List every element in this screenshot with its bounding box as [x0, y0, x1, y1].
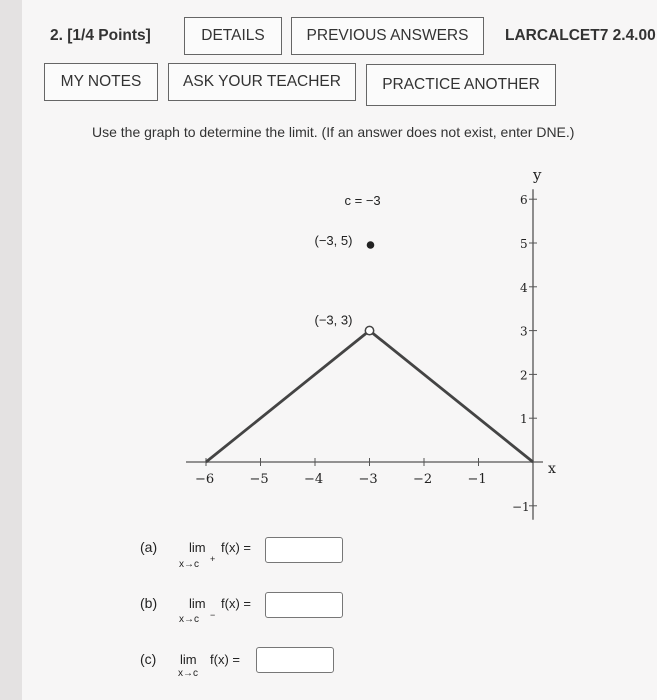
y-tick-label: 3	[520, 324, 528, 339]
part-c-subscript: x→c	[178, 668, 198, 679]
part-a-answer-input[interactable]	[265, 537, 343, 563]
c-annotation: c = −3	[344, 193, 381, 209]
part-c-answer-input[interactable]	[256, 647, 334, 673]
y-tick-label: 1	[520, 412, 528, 427]
part-a-subscript: x→c	[179, 559, 199, 570]
part-a-lim: lim	[189, 540, 206, 555]
annotations	[315, 166, 557, 477]
open-point-label: (−3, 3)	[314, 312, 353, 328]
part-a-function: f(x) =	[221, 540, 251, 555]
tick-labels	[195, 193, 530, 514]
y-tick-label: 4	[520, 280, 528, 295]
question-prompt: Use the graph to determine the limit. (If an answer does not exist, enter DNE.)	[92, 124, 575, 140]
my-notes-button[interactable]: MY NOTES	[44, 63, 158, 101]
x-axis-label: x	[548, 461, 556, 477]
series-layer	[206, 331, 533, 462]
closed-point-label: (−3, 5)	[314, 233, 353, 248]
x-tick-label: −6	[195, 472, 215, 487]
y-tick-label: −1	[512, 499, 530, 514]
part-b-function: f(x) =	[221, 596, 251, 611]
y-axis-label: y	[533, 166, 542, 185]
y-tick-label: 5	[520, 237, 528, 251]
part-a-superscript: +	[210, 554, 216, 564]
part-b-label: (b)	[140, 595, 158, 611]
question-points: [1/4 Points]	[67, 27, 151, 44]
details-button[interactable]: DETAILS	[184, 17, 282, 55]
previous-answers-button[interactable]: PREVIOUS ANSWERS	[291, 17, 484, 55]
part-b-subscript: x→c	[179, 614, 199, 625]
x-tick-label: −4	[304, 472, 324, 487]
x-tick-label: −2	[413, 472, 433, 487]
x-tick-label: −3	[358, 472, 378, 487]
part-b-answer-input[interactable]	[265, 592, 343, 618]
open-point	[365, 326, 373, 334]
part-c-function: f(x) =	[210, 652, 240, 667]
series-line	[206, 331, 533, 462]
points-layer	[365, 241, 374, 335]
x-tick-label: −1	[467, 472, 487, 487]
part-c-label: (c)	[140, 651, 157, 667]
x-tick-label: −5	[249, 472, 269, 487]
ask-teacher-button[interactable]: ASK YOUR TEACHER	[168, 63, 356, 101]
question-number: 2.	[50, 27, 63, 44]
practice-another-button[interactable]: PRACTICE ANOTHER	[366, 64, 556, 106]
closed-point	[367, 241, 375, 249]
axes	[186, 189, 543, 520]
part-a-label: (a)	[140, 539, 158, 555]
part-b-superscript: −	[210, 610, 216, 620]
course-code: LARCALCET7 2.4.00	[505, 27, 656, 44]
part-c-lim: lim	[180, 652, 197, 667]
part-b-lim: lim	[189, 596, 206, 611]
y-tick-label: 2	[520, 368, 528, 383]
y-tick-label: 6	[520, 193, 528, 208]
